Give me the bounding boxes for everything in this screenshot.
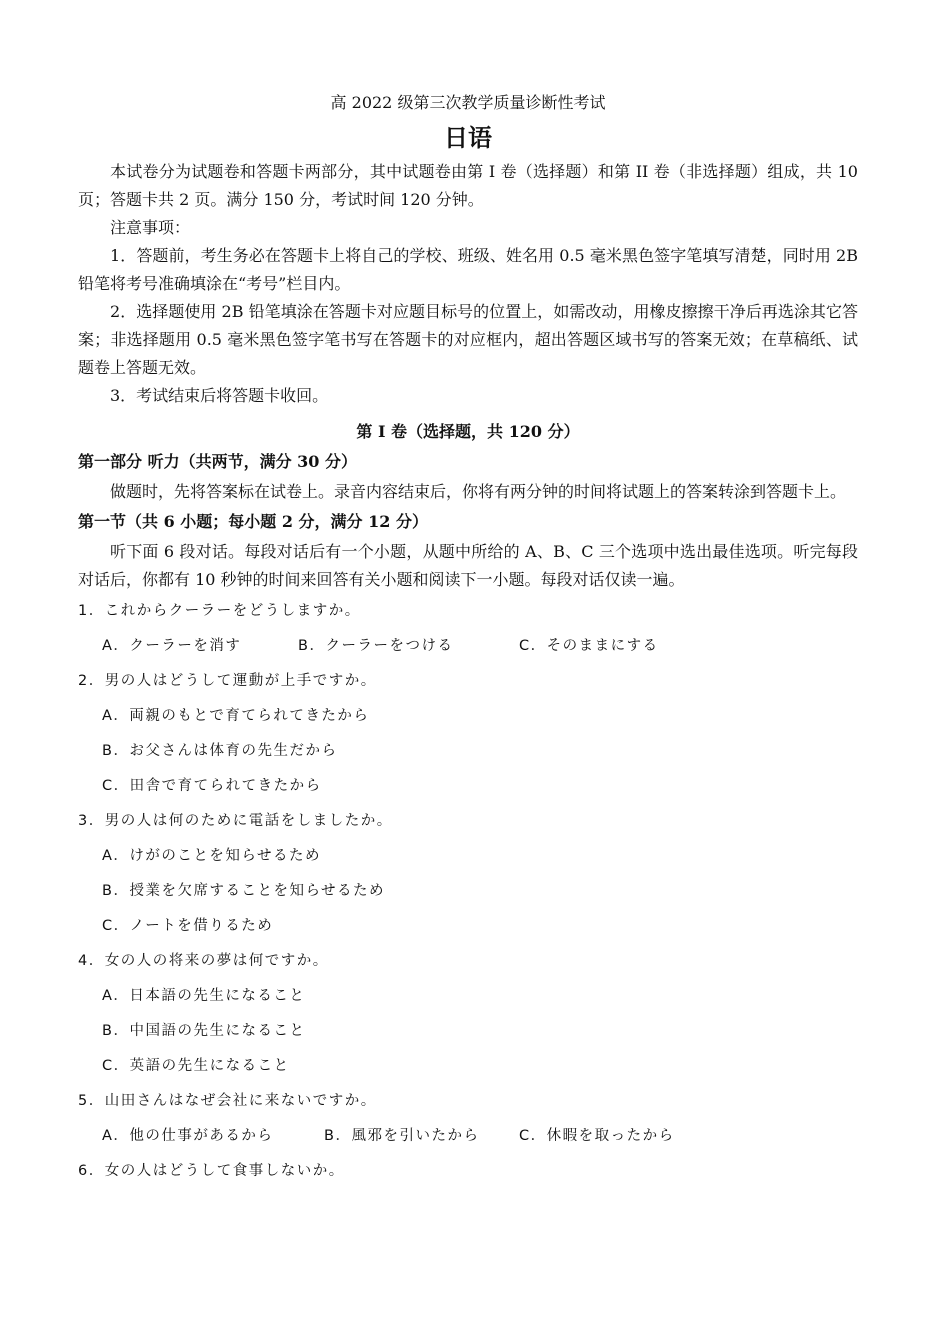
option-a: A．他の仕事があるから xyxy=(102,1128,274,1144)
subject-title: 日语 xyxy=(444,123,492,152)
question-4 xyxy=(78,944,858,1084)
section-1-instructions: 听下面 6 段对话。每段对话后有一个小题，从题中所给的 A、B、C 三个选项中选出最佳选项。听完每段对话后，你都有 10 秒钟的时间来回答有关小题和阅读下一小题。每段对话仅读一遍。 xyxy=(78,542,858,589)
option-c: C．そのままにする xyxy=(519,638,659,654)
question-stem: 3．男の人は何のために電話をしましたか。 xyxy=(78,813,393,829)
exam-page xyxy=(78,88,858,1189)
question-5 xyxy=(78,1084,858,1154)
option-b: B．風邪を引いたから xyxy=(324,1128,480,1144)
option-b: B．クーラーをつける xyxy=(298,638,454,654)
notice-item-3: 3．考试结束后将答题卡收回。 xyxy=(110,386,329,405)
option-row xyxy=(102,1119,858,1154)
option-b: B．お父さんは体育の先生だから xyxy=(102,743,338,759)
question-stem: 4．女の人の将来の夢は何ですか。 xyxy=(78,953,329,969)
part-1-title: 第一部分 听力（共两节，满分 30 分） xyxy=(78,452,357,471)
question-stem: 2．男の人はどうして運動が上手ですか。 xyxy=(78,673,377,689)
part-1-instructions: 做题时，先将答案标在试卷上。录音内容结束后，你将有两分钟的时间将试题上的答案转涂到答题卡上。 xyxy=(110,482,847,501)
question-stem: 6．女の人はどうして食事しないか。 xyxy=(78,1163,345,1179)
notice-label: 注意事项： xyxy=(110,218,191,237)
question-stem: 5．山田さんはなぜ会社に来ないですか。 xyxy=(78,1093,377,1109)
notice-item-1: 1．答题前，考生务必在答题卡上将自己的学校、班级、姓名用 0.5 毫米黑色签字笔填写清楚，同时用 2B 铅笔将考号准确填涂在“考号”栏目内。 xyxy=(78,246,858,293)
question-3 xyxy=(78,804,858,944)
option-row xyxy=(102,629,858,664)
volume-1-title: 第 I 卷（选择题，共 120 分） xyxy=(356,422,580,441)
option-a: A．日本語の先生になること xyxy=(102,988,306,1004)
option-c: C．田舎で育てられてきたから xyxy=(102,778,322,794)
option-c: C．英語の先生になること xyxy=(102,1058,290,1074)
option-c: C．ノートを借りるため xyxy=(102,918,274,934)
intro-paragraph: 本试卷分为试题卷和答题卡两部分，其中试题卷由第 I 卷（选择题）和第 II 卷（非选择题）组成，共 10 页；答题卡共 2 页。满分 150 分，考试时间 120 分钟。 xyxy=(78,162,858,209)
question-1 xyxy=(78,594,858,664)
question-stem: 1．これからクーラーをどうしますか。 xyxy=(78,603,361,619)
option-c: C．休暇を取ったから xyxy=(519,1128,675,1144)
notice-item-2: 2．选择题使用 2B 铅笔填涂在答题卡对应题目标号的位置上，如需改动，用橡皮擦擦干净后再选涂其它答案；非选择题用 0.5 毫米黑色签字笔书写在答题卡的对应框内，超出答题区域书写的答案无效；在草稿纸、试题卷上答题无效。 xyxy=(78,302,858,377)
option-b: B．中国語の先生になること xyxy=(102,1023,306,1039)
section-1-title: 第一节（共 6 小题；每小题 2 分，满分 12 分） xyxy=(78,512,428,531)
exam-title: 高 2022 级第三次教学质量诊断性考试 xyxy=(330,93,606,112)
option-a: A．両親のもとで育てられてきたから xyxy=(102,708,370,724)
question-2 xyxy=(78,664,858,804)
option-a: A．クーラーを消す xyxy=(102,638,242,654)
option-b: B．授業を欠席することを知らせるため xyxy=(102,883,386,899)
option-a: A．けがのことを知らせるため xyxy=(102,848,321,864)
question-6 xyxy=(78,1154,858,1189)
